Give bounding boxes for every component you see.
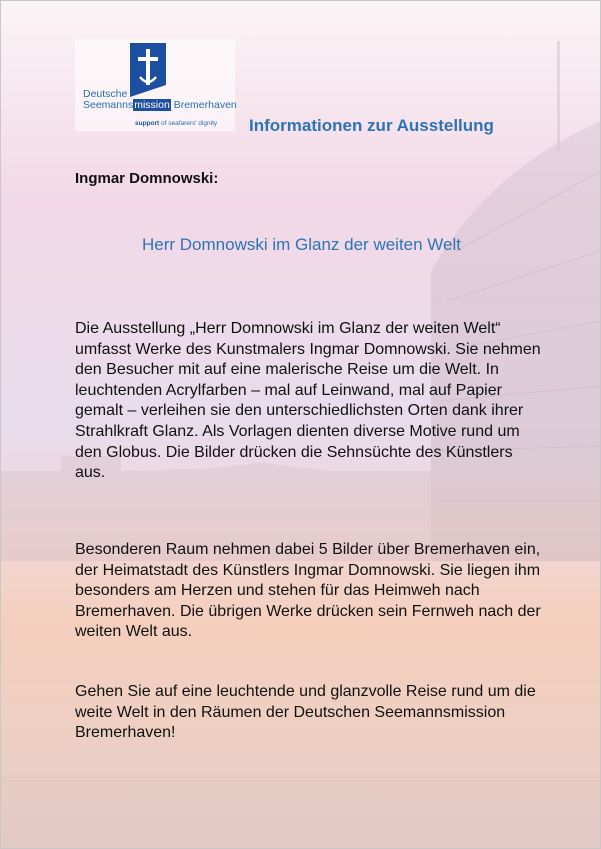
logo-text-seemannsmission: Seemannsmission Bremerhaven (83, 99, 237, 111)
header-title: Informationen zur Ausstellung (249, 116, 494, 135)
exhibition-subtitle: Herr Domnowski im Glanz der weiten Welt (142, 235, 461, 254)
logo-text-deutsche: Deutsche (83, 88, 128, 100)
logo-tagline: support of seafarers' dignity (135, 120, 218, 127)
author-name: Ingmar Domnowski: (75, 170, 219, 187)
paragraph-bremerhaven: Besonderen Raum nehmen dabei 5 Bilder über Bremerhaven ein, der Heimatstadt des Künstlers Ingmar Domnowski. Sie liegen ihm besonders am Herzen und stehen für das Heimweh nach Bremerhaven. Die übrigen Werke drücken sein Fernweh nach der weiten Welt aus. (75, 541, 541, 641)
paragraph-intro: Die Ausstellung „Herr Domnowski im Glanz der weiten Welt“ umfasst Werke des Kunstmalers Ingmar Domnowski. Sie nehmen den Besucher mit auf eine malerische Reise um die Welt. In leuchtenden Acrylfarben – mal auf Leinwand, mal auf Papier gemalt – verleihen sie den unterschiedlichsten Orten dank ihrer Strahlkraft Glanz. Als Vorlagen dienten diverse Motive rund um den Globus. Die Bilder drücken die Sehnsüchte des Künstlers aus. (75, 320, 541, 482)
seemannsmission-logo (75, 39, 235, 131)
paragraph-invitation: Gehen Sie auf eine leuchtende und glanzvolle Reise rund um die weite Welt in den Räumen der Deutschen Seemannsmission Bremerhaven! (75, 683, 536, 742)
cross-anchor-icon (128, 41, 168, 105)
